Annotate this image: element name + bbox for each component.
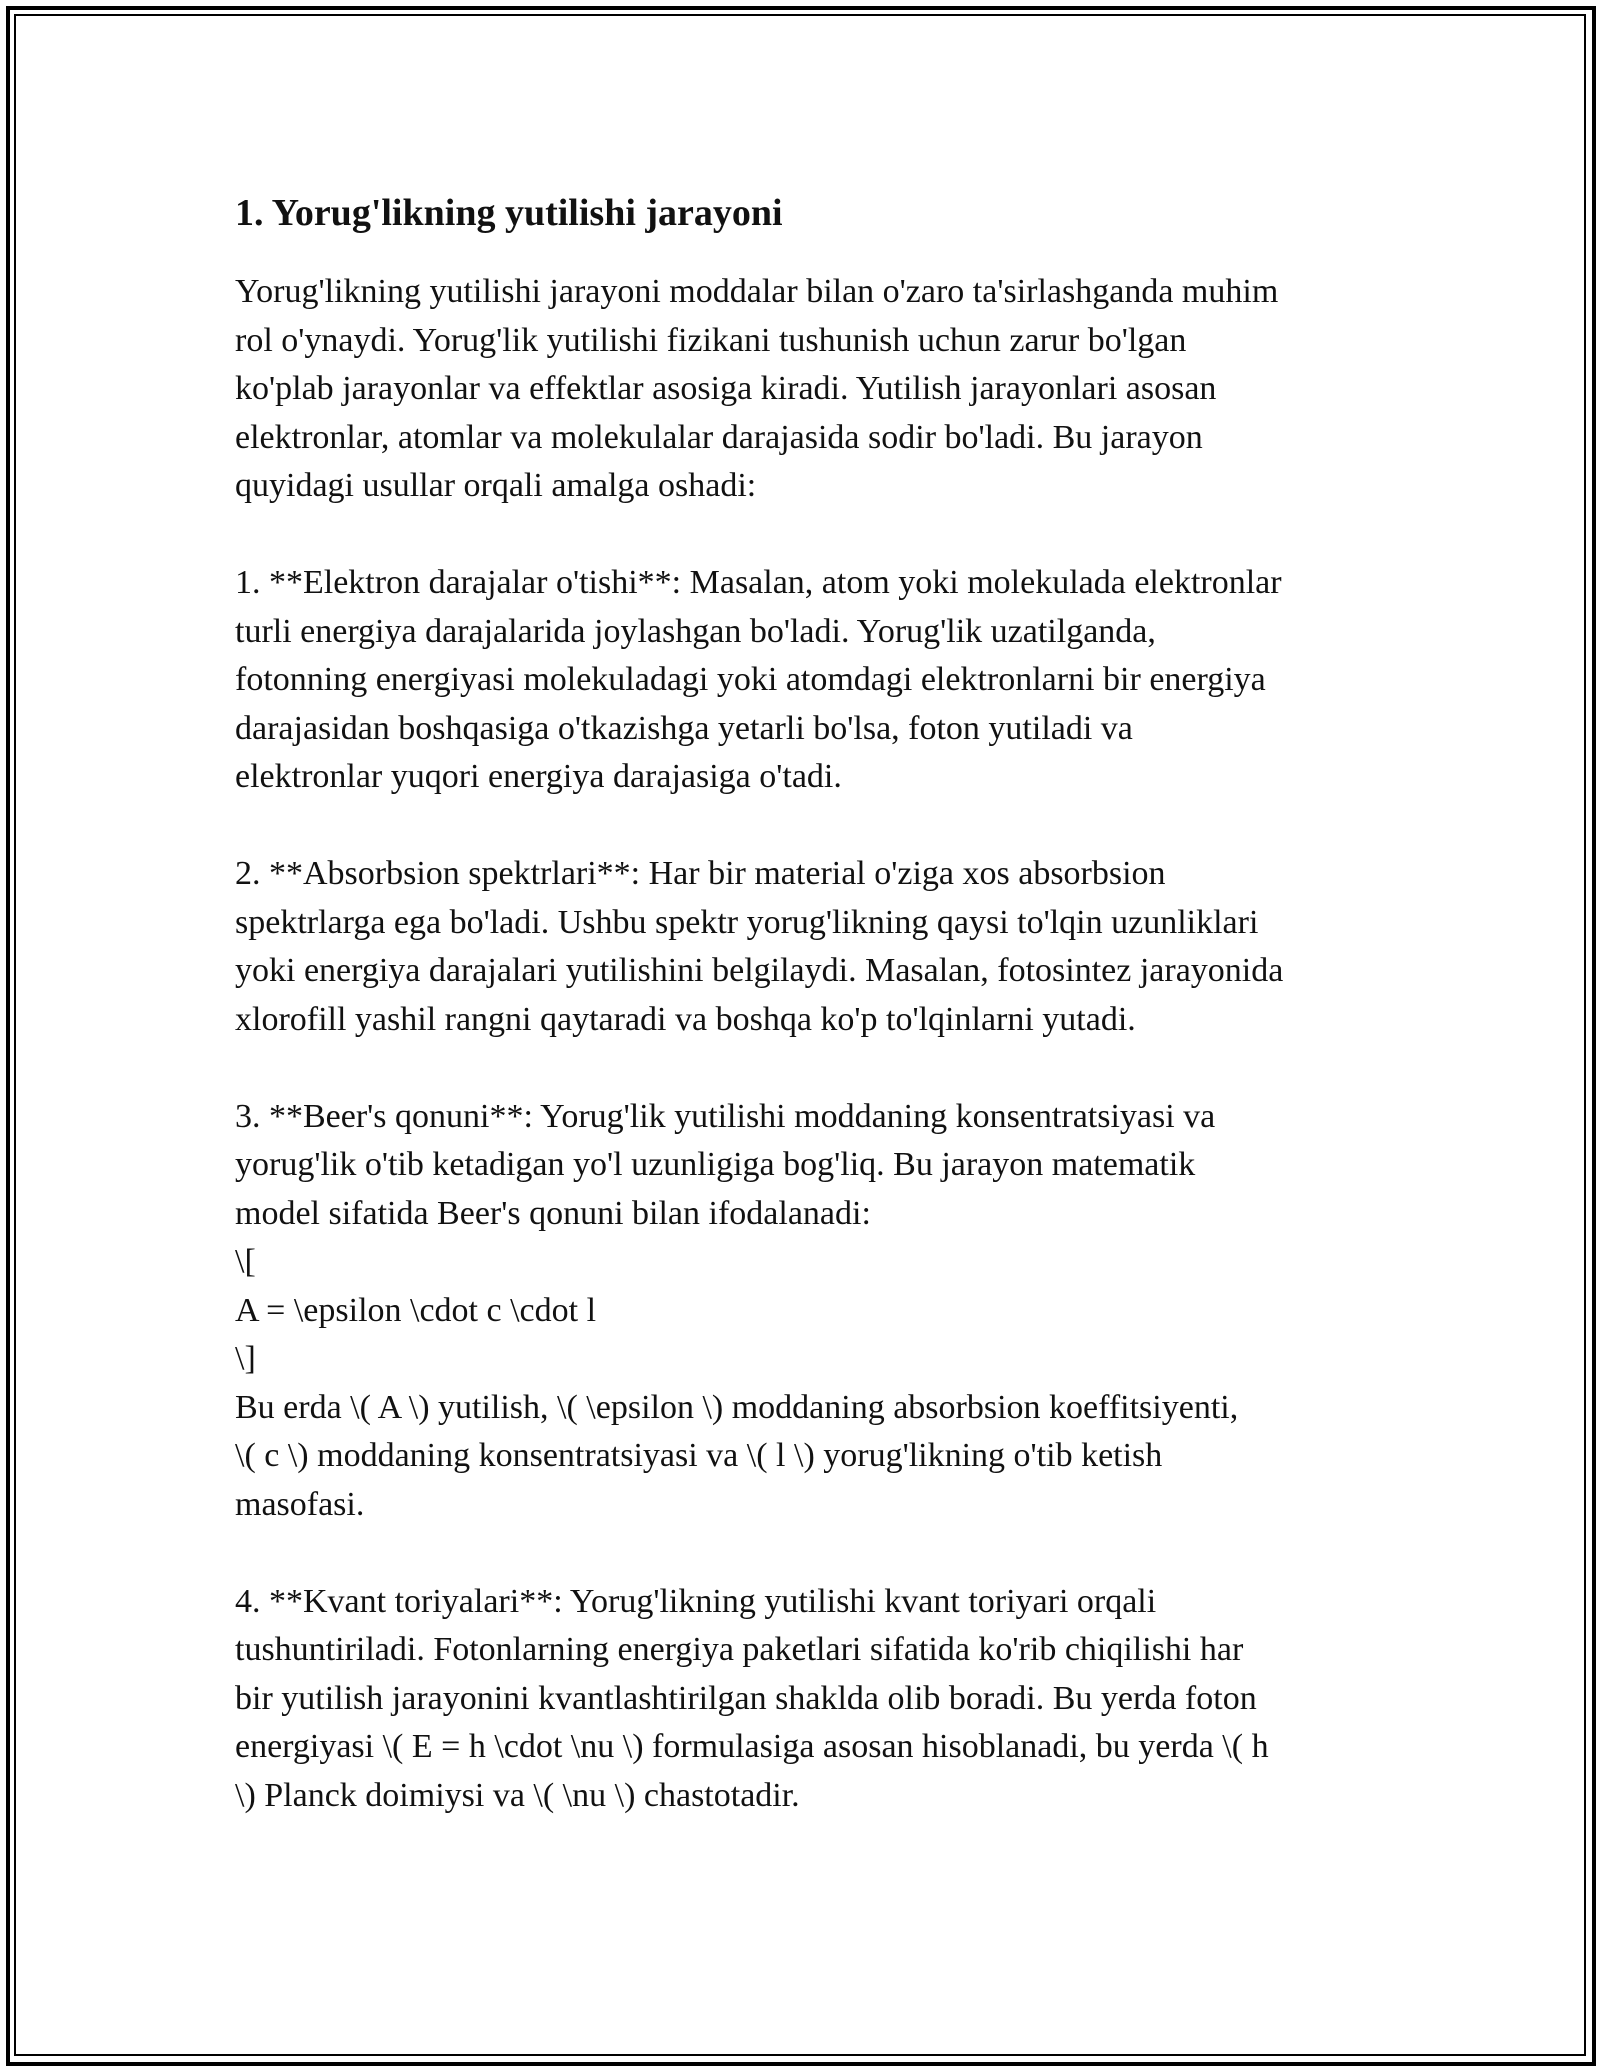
paragraph-gap xyxy=(235,1044,1375,1093)
paragraph-gap xyxy=(235,802,1375,851)
list-item-absorption-spectra: 2. **Absorbsion spektrlari**: Har bir material o'ziga xos absorbsion spektrlarga ega bo'ladi. Ushbu spektr yorug'likning qaysi to'lqin uzunliklari yoki energiya darajalari yutilishini belgilaydi. Masalan, fotosintez jarayonida xlorofill yashil rangni qaytaradi va boshqa ko'p to'lqinlarni yutadi. xyxy=(235,855,1284,1038)
list-item-beers-law: 3. **Beer's qonuni**: Yorug'lik yutilishi moddaning konsentratsiyasi va yorug'lik o'tib ketadigan yo'l uzunligiga bog'liq. Bu jarayon matematik model sifatida Beer's qonuni bilan ifodalanadi: \[ A = \epsilon \cdot c \cdot l \] Bu erda \( A \) yutilish, \( \epsilon \) moddaning absorbsion koeffitsiyenti, \( c \) moddaning konsentratsiyasi va \( l \) yorug'likning o'tib ketish masofasi. xyxy=(235,1097,1239,1523)
paragraph-gap xyxy=(235,1529,1375,1578)
section-heading: 1. Yorug'likning yutilishi jarayoni xyxy=(235,192,783,234)
list-item-electron-transitions: 1. **Elektron darajalar o'tishi**: Masalan, atom yoki molekulada elektronlar turli energiya darajalarida joylashgan bo'ladi. Yorug'lik uzatilganda, fotonning energiyasi molekuladagi yoki atomdagi elektronlarni bir energiya darajasidan boshqasiga o'tkazishga yetarli bo'lsa, foton yutiladi va elektronlar yuqori energiya darajasiga o'tadi. xyxy=(235,564,1282,795)
paragraph-gap xyxy=(235,511,1375,560)
list-item-quantum-theories: 4. **Kvant toriyalari**: Yorug'likning yutilishi kvant toriyari orqali tushuntiriladi. Fotonlarning energiya paketlari sifatida ko'rib chiqilishi har bir yutilish jarayonini kvantlashtirilgan shaklda olib boradi. Bu yerda foton energiyasi \( E = h \cdot \nu \) formulasiga asosan hisoblanadi, bu yerda \( h \) Planck doimiysi va \( \nu \) chastotadir. xyxy=(235,1582,1269,1814)
document-body xyxy=(235,180,1375,1820)
intro-paragraph: Yorug'likning yutilishi jarayoni moddalar bilan o'zaro ta'sirlashganda muhim rol o'ynaydi. Yorug'lik yutilishi fizikani tushunish uchun zarur bo'lgan ko'plab jarayonlar va effektlar asosiga kiradi. Yutilish jarayonlari asosan elektronlar, atomlar va molekulalar darajasida sodir bo'ladi. Bu jarayon quyidagi usullar orqali amalga oshadi: xyxy=(235,273,1279,504)
